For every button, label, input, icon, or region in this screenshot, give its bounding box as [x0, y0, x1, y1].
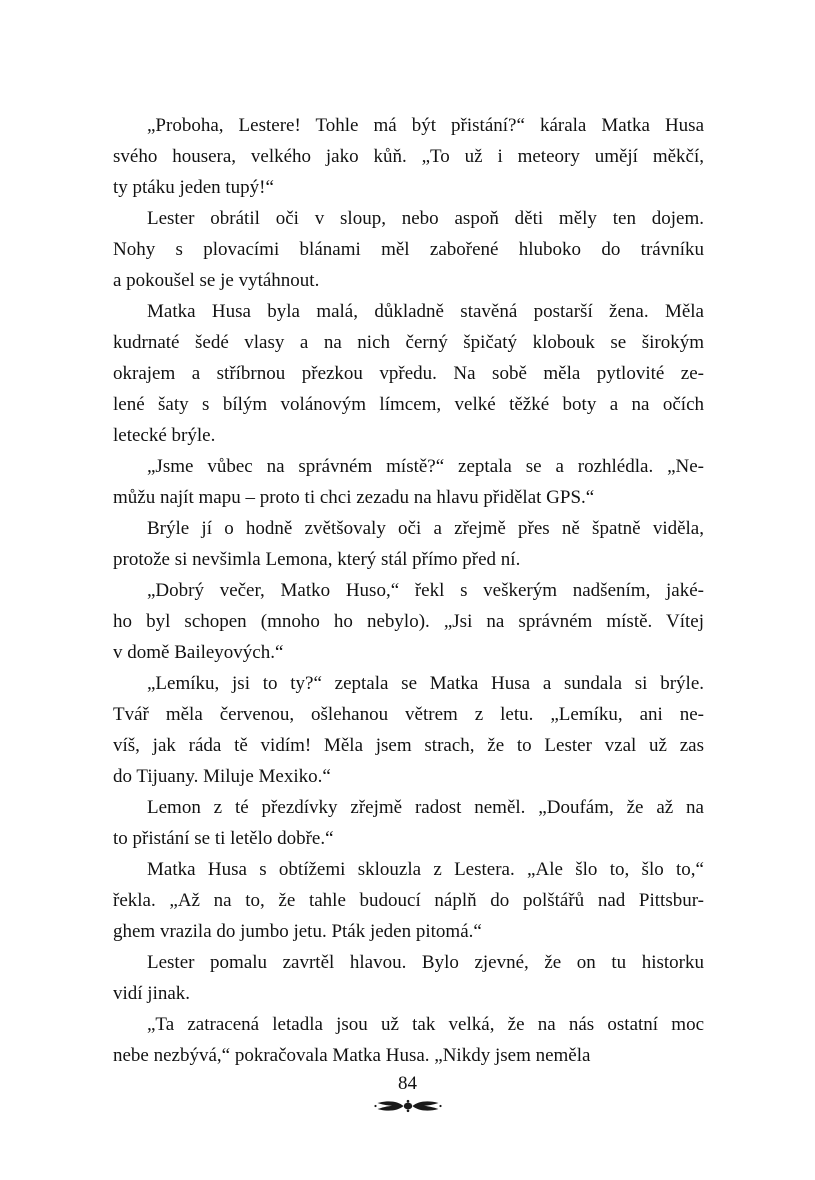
- text-line: Lemon z té přezdívky zřejmě radost neměl. „Doufám, že až na: [147, 797, 704, 818]
- text-line: okrajem a stříbrnou přezkou vpředu. Na sobě měla pytlovité ze-: [113, 363, 704, 384]
- text-line: a pokoušel se je vytáhnout.: [113, 270, 320, 291]
- page-number: 84: [398, 1073, 417, 1094]
- paragraph: [113, 110, 704, 203]
- text-line: „Dobrý večer, Matko Huso,“ řekl s veškerým nadšením, jaké-: [147, 580, 704, 601]
- paragraph: [113, 1009, 704, 1071]
- text-line: vidí jinak.: [113, 983, 191, 1004]
- text-line: nebe nezbývá,“ pokračovala Matka Husa. „Nikdy jsem neměla: [113, 1045, 591, 1066]
- paragraph: [113, 203, 704, 296]
- text-line: Nohy s plovacími blánami měl zabořené hluboko do trávníku: [113, 239, 704, 260]
- text-line: Matka Husa byla malá, důkladně stavěná postarší žena. Měla: [147, 301, 704, 322]
- page-footer: [0, 1072, 815, 1113]
- paragraph: [113, 296, 704, 451]
- text-line: ghem vrazila do jumbo jetu. Pták jeden pitomá.“: [113, 921, 482, 942]
- text-line: můžu najít mapu – proto ti chci zezadu na hlavu přidělat GPS.“: [113, 487, 595, 508]
- floral-vignette-icon: [0, 1099, 815, 1113]
- paragraph: [113, 854, 704, 947]
- paragraph: [113, 451, 704, 513]
- text-line: do Tijuany. Miluje Mexiko.“: [113, 766, 331, 787]
- text-line: „Jsme vůbec na správném místě?“ zeptala se a rozhlédla. „Ne-: [147, 456, 704, 477]
- text-line: víš, jak ráda tě vidím! Měla jsem strach, že to Lester vzal už zas: [113, 735, 704, 756]
- text-line: lené šaty s bílým volánovým límcem, velké těžké boty a na očích: [113, 394, 704, 415]
- page-text: [113, 110, 704, 1071]
- paragraph: [113, 947, 704, 1009]
- paragraph: [113, 575, 704, 668]
- text-line: řekla. „Až na to, že tahle budoucí náplň do polštářů nad Pittsbur-: [113, 890, 704, 911]
- text-line: Lester pomalu zavrtěl hlavou. Bylo zjevné, že on tu historku: [147, 952, 704, 973]
- text-line: „Lemíku, jsi to ty?“ zeptala se Matka Husa a sundala si brýle.: [147, 673, 704, 694]
- text-line: kudrnaté šedé vlasy a na nich černý špičatý klobouk se širokým: [113, 332, 704, 353]
- text-line: letecké brýle.: [113, 425, 216, 446]
- text-line: protože si nevšimla Lemona, který stál přímo před ní.: [113, 549, 521, 570]
- text-line: Tvář měla červenou, ošlehanou větrem z letu. „Lemíku, ani ne-: [113, 704, 704, 725]
- text-line: svého housera, velkého jako kůň. „To už i meteory umějí měkčí,: [113, 146, 704, 167]
- text-line: v domě Baileyových.“: [113, 642, 284, 663]
- paragraph: [113, 668, 704, 792]
- text-line: „Ta zatracená letadla jsou už tak velká, že na nás ostatní moc: [147, 1014, 704, 1035]
- text-line: to přistání se ti letělo dobře.“: [113, 828, 334, 849]
- text-line: ho byl schopen (mnoho ho nebylo). „Jsi na správném místě. Vítej: [113, 611, 704, 632]
- paragraph: [113, 792, 704, 854]
- text-line: Brýle jí o hodně zvětšovaly oči a zřejmě přes ně špatně viděla,: [147, 518, 704, 539]
- text-line: ty ptáku jeden tupý!“: [113, 177, 274, 198]
- text-line: Lester obrátil oči v sloup, nebo aspoň děti měly ten dojem.: [147, 208, 704, 229]
- paragraph: [113, 513, 704, 575]
- text-line: „Proboha, Lestere! Tohle má být přistání?“ kárala Matka Husa: [147, 115, 704, 136]
- text-line: Matka Husa s obtížemi sklouzla z Lestera. „Ale šlo to, šlo to,“: [147, 859, 704, 880]
